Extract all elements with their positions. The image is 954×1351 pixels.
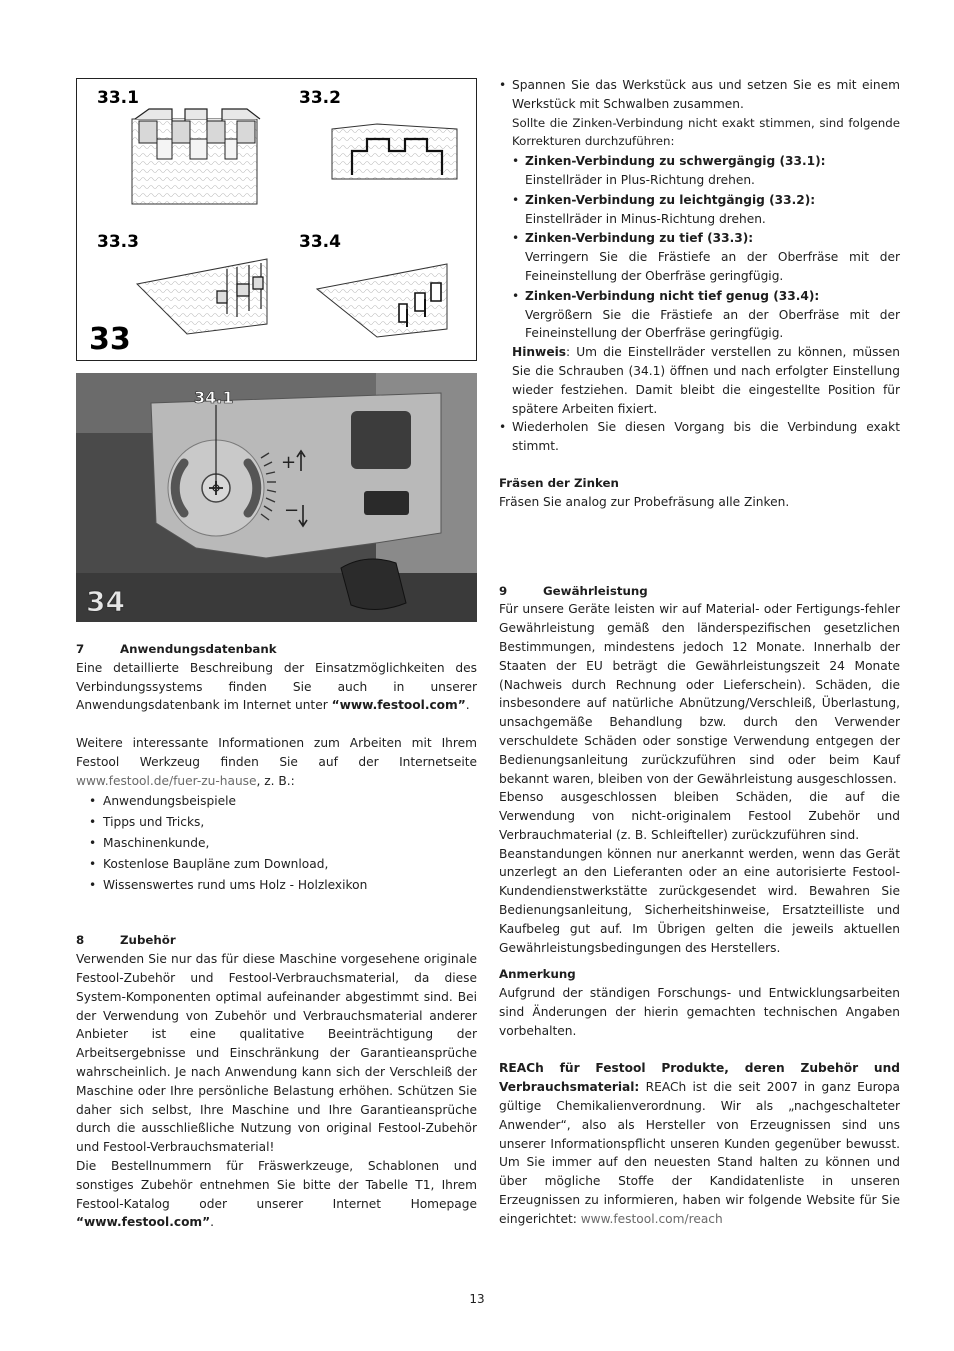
hinweis-label: Hinweis [512,345,567,360]
correction-text: Einstellräder in Plus-Richtung drehen. [525,172,755,187]
section-8-heading [76,931,477,950]
correction-title: Zinken-Verbindung nicht tief genug (33.4): [525,288,820,303]
correction-title: Zinken-Verbindung zu tief (33.3): [525,231,754,246]
anmerkung-text: Aufgrund der ständigen Forschungs- und Entwicklungsarbeiten sind Änderungen der hierin gemachten technischen Angaben vorbehalten. [499,986,900,1038]
correction-text: Einstellräder in Minus-Richtung drehen. [525,211,766,226]
section-9-paragraph-1: Für unsere Geräte leisten wir auf Material- oder Fertigungs-fehler Gewährleistung gemäß den länderspezifischen gesetzlichen Bestimmungen, mindestens jedoch 12 Monate. Innerhalb der Staaten der EU beträgt die Gewährleistungszeit 24 Monate (Nachweis durch Rechnung oder Lieferschein). Schäden, die insbesondere auf natürliche Abnützung/Verschleiß, Überlastung, unsachgemäße Behandlung bzw. durch den Verwender verschuldete Schäden oder sonstige Verwendung entgegen der Bedienungsanleitung zurückzuführen sind oder beim Kauf bekannt waren, bleiben von der Gewährleistung ausgeschlossen. [499,602,900,786]
dovetail-too-tight-drawing [132,109,260,204]
correction-title: Zinken-Verbindung zu leichtgängig (33.2): [525,192,816,207]
dovetail-too-loose-drawing [332,124,457,179]
list-item [499,76,900,151]
adjustment-photo [76,373,477,622]
figure-number-34: 34 [86,585,125,618]
section-7-list [76,792,477,894]
reach-heading: REACh für Festool Produkte, deren Zubehör und Verbrauchsmaterial: [499,1061,900,1095]
section-8-title: Zubehör [120,933,176,948]
dovetail-not-deep-drawing [317,264,447,337]
list-item [499,152,900,190]
section-9-title: Gewährleistung [543,583,648,598]
section-9-paragraph-2: Ebenso ausgeschlossen bleiben Schäden, die auf die Verwendung von nicht-originalem Festool Zubehör und Verbrauchmaterial (z. B. Schleifteller) zurückzuführen sind. [499,790,900,842]
section-8-paragraph-2 [76,1157,477,1232]
fig-label-33-1: 33.1 [97,88,139,108]
list-item [499,229,900,285]
repeat-list [499,418,900,456]
section-8-text-2: Die Bestellnummern für Fräswerkzeuge, Schablonen und sonstiges Zubehör entnehmen Sie bitte der Tabelle T1, Ihrem Festool-Katalog oder unserer Internet Homepage [76,1158,477,1211]
section-7-text-2: Weitere interessante Informationen zum Arbeiten mit Ihrem Festool Werkzeug finden Sie auf der Internetseite [76,735,477,769]
figure-33 [76,78,477,361]
section-7-title: Anwendungsdatenbank [120,642,277,656]
procedure-step-1-cont: Sollte die Zinken-Verbindung nicht exakt stimmen, sind folgende Korrekturen durchzuführen: [512,115,900,149]
fig-label-33-3: 33.3 [97,232,139,252]
fig-label-33-2: 33.2 [299,88,341,108]
section-8-paragraph-1: Verwenden Sie nur das für diese Maschine vorgesehene originale Festool-Zubehör und Festool-Verbrauchsmaterial, da diese System-Komponenten optimal aufeinander abgestimmt sind. Bei der Verwendung von Zubehör und Verbrauchsmaterial anderer Anbieter ist eine qualitative Beeinträchtigung der Arbeitsergebnisse und Einschränkung der Garantieansprüche wahrscheinlich. Je nach Anwendung kann sich der Verschleiß der Maschine oder Ihre persönliche Belastung erhöhen. Schützen Sie daher sich selbst, Ihre Maschine und Ihre Garantieansprüche durch die ausschließliche Nutzung von original Festool-Zubehör und Festool-Verbrauchsmaterial! [76,952,477,1155]
reach-link[interactable]: www.festool.com/reach [580,1211,723,1226]
section-7-heading [76,640,477,659]
reach-text: REACh ist die seit 2007 in ganz Europa gültige Chemikalienverordnung. Wir als „nachgeschalteter Anwender“, also als Hersteller von Erzeugnissen sind uns unserer Informationspflicht unseren Kunden gegenüber bewusst. Um Sie immer auf den neuesten Stand halten zu können und über mögliche Stoffe der Kandidatenliste in unseren Erzeugnissen zu informieren, haben wir folgende Website für Sie eingerichtet: [499,1080,900,1226]
list-item: • Kostenlose Baupläne zum Download, [76,855,477,874]
correction-text: Vergrößern Sie die Frästiefe an der Oberfräse mit der Feineinstellung der Oberfräse geringfügig. [525,307,900,341]
list-item [499,418,900,456]
section-7-text-1-end: . [465,698,470,713]
hinweis-note [499,343,900,418]
fraesen-text: Fräsen Sie analog zur Probefräsung alle Zinken. [499,494,790,509]
procedure-step-2: • Wiederholen Sie diesen Vorgang bis die Verbindung exakt stimmt. [512,420,900,454]
section-7-number: 7 [76,642,85,656]
figure-number-33: 33 [89,322,131,357]
plus-marker: + [281,452,297,473]
section-8-text-2-end: . [210,1215,215,1230]
list-item: • Wissenswertes rund ums Holz - Holzlexikon [76,876,477,895]
section-9-heading [499,582,900,601]
list-item [499,287,900,343]
festool-link-1[interactable]: “www.festool.com” [331,698,466,713]
section-7-paragraph-1 [76,659,477,715]
list-item [499,191,900,229]
dovetail-diagrams [77,79,475,359]
section-8-number: 8 [76,933,85,948]
section-7-paragraph-2 [76,734,477,790]
correction-list [499,152,900,343]
section-7-text-1: Eine detaillierte Beschreibung der Einsatzmöglichkeiten des Verbindungssystems finden Sie auch in unserer Anwendungsdatenbank im Internet unter [76,660,477,713]
reach-paragraph [499,1059,900,1228]
anmerkung-heading: Anmerkung [499,967,576,982]
dovetail-too-deep-drawing [137,259,267,334]
list-item: • Anwendungsbeispiele [76,792,477,811]
left-column [76,640,477,1232]
festool-de-link[interactable]: www.festool.de/fuer-zu-hause [76,773,257,788]
section-9-number: 9 [499,583,508,598]
procedure-list [499,76,900,151]
figure-34 [76,373,477,622]
correction-text: Verringern Sie die Frästiefe an der Oberfräse mit der Feineinstellung der Oberfräse geringfügig. [525,250,900,283]
right-column [499,76,900,1229]
correction-title: Zinken-Verbindung zu schwergängig (33.1): [525,154,826,169]
festool-link-2[interactable]: “www.festool.com” [76,1215,211,1230]
minus-marker: − [284,500,300,521]
hinweis-text: : Um die Einstellräder verstellen zu können, müssen Sie die Schrauben (34.1) öffnen und nach erfolgter Einstellung wieder festziehen. Damit bleibt die eingestellte Position für spätere Arbeiten fixiert. [512,345,900,416]
fraesen-heading: Fräsen der Zinken [499,475,619,490]
list-item: • Tipps und Tricks, [76,813,477,832]
fig-label-33-4: 33.4 [299,232,341,252]
procedure-step-1: • Spannen Sie das Werkstück aus und setzen Sie es mit einem Werkstück mit Schwalben zusammen. [512,78,900,111]
callout-34-1: 34.1 [194,388,234,407]
list-item: • Maschinenkunde, [76,834,477,853]
page-number: 13 [469,1292,485,1306]
section-7-text-2-end: , z. B.: [256,773,295,788]
section-9-paragraph-3: Beanstandungen können nur anerkannt werden, wenn das Gerät unzerlegt an den Lieferanten oder an eine autorisierte Festool-Kundendienstwerkstätte zurückgesendet wird. Bewahren Sie Bedienungsanleitung, Sicherheitshinweise, Ersatzteilliste und Kaufbeleg gut auf. Im Übrigen gelten die jeweils aktuellen Gewährleistungsbedingungen des Herstellers. [499,846,900,955]
